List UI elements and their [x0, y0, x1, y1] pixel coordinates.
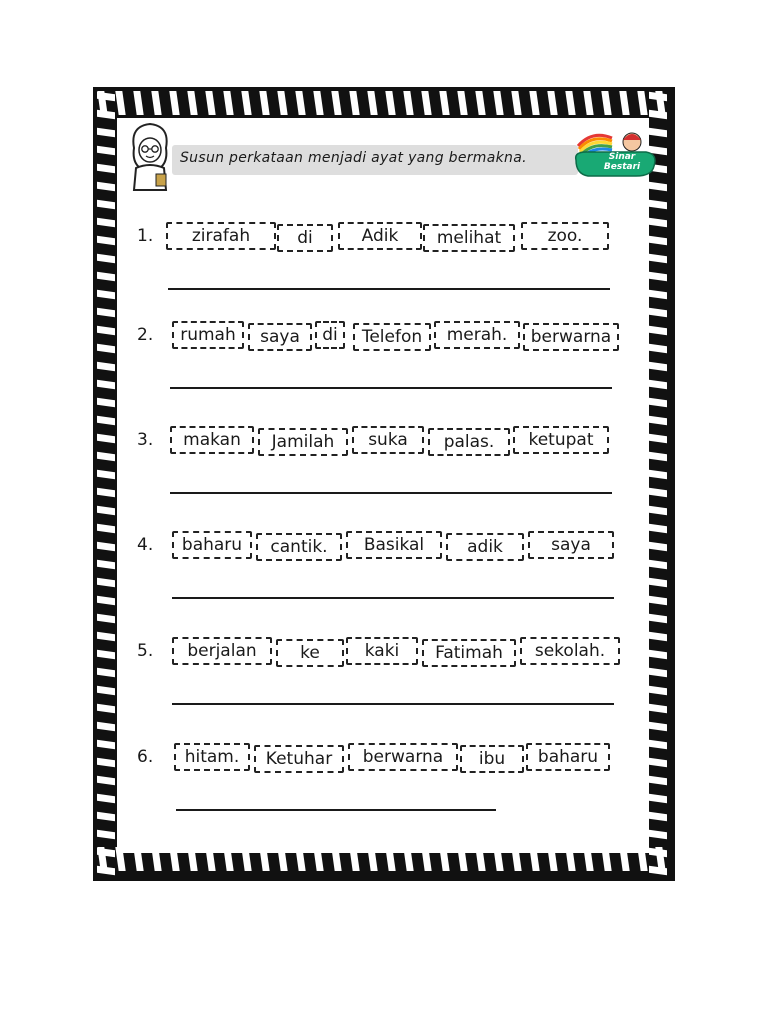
word-card[interactable]: saya — [528, 531, 614, 559]
logo-text: Sinar Bestari — [603, 152, 641, 172]
border-stripe — [367, 91, 377, 115]
word-card[interactable]: ke — [276, 639, 344, 667]
border-stripe — [187, 91, 197, 115]
border-stripe — [649, 452, 667, 462]
border-stripe — [565, 91, 575, 115]
border-stripe — [649, 326, 667, 336]
word-card[interactable]: zoo. — [521, 222, 609, 250]
border-stripe — [97, 758, 115, 768]
word-card[interactable]: baharu — [526, 743, 610, 771]
word-card[interactable]: suka — [352, 426, 424, 454]
border-stripe — [97, 218, 115, 228]
border-stripe — [97, 794, 115, 804]
border-stripe — [205, 91, 215, 115]
border-stripe — [97, 254, 115, 264]
border-stripe — [649, 866, 667, 876]
border-stripe — [97, 686, 115, 696]
border-stripe — [97, 722, 115, 732]
border-stripe — [97, 776, 115, 786]
border-stripe — [493, 91, 503, 115]
word-card[interactable]: makan — [170, 426, 254, 454]
word-card[interactable]: cantik. — [256, 533, 342, 561]
border-stripe — [97, 128, 115, 138]
word-card[interactable]: merah. — [434, 321, 520, 349]
border-stripe — [97, 308, 115, 318]
border-stripe — [649, 218, 667, 228]
border-stripe — [649, 470, 667, 480]
border-stripe — [97, 434, 115, 444]
border-stripe — [277, 91, 287, 115]
word-card[interactable]: saya — [248, 323, 312, 351]
border-stripe — [649, 236, 667, 246]
word-card[interactable]: Ketuhar — [254, 745, 344, 773]
border-stripe — [97, 704, 115, 714]
border-stripe — [649, 740, 667, 750]
border-stripe — [649, 398, 667, 408]
border-stripe — [649, 722, 667, 732]
border-stripe — [649, 686, 667, 696]
border-stripe — [649, 758, 667, 768]
border-stripe — [583, 91, 593, 115]
word-card[interactable]: berwarna — [523, 323, 619, 351]
border-stripe — [97, 866, 115, 876]
border-stripe — [619, 91, 629, 115]
border-stripe — [97, 200, 115, 210]
border-stripe — [649, 848, 667, 858]
border-stripe — [649, 380, 667, 390]
word-card[interactable]: berjalan — [172, 637, 272, 665]
word-card[interactable]: sekolah. — [520, 637, 620, 665]
border-stripe — [649, 200, 667, 210]
border-stripe — [97, 344, 115, 354]
word-card[interactable]: zirafah — [166, 222, 276, 250]
border-stripe — [97, 488, 115, 498]
border-stripe — [529, 91, 539, 115]
border-stripe — [649, 92, 667, 102]
border-stripe — [649, 110, 667, 120]
question-number: 6. — [137, 747, 154, 767]
border-stripe — [649, 578, 667, 588]
border-stripe — [295, 91, 305, 115]
answer-line[interactable] — [176, 809, 496, 811]
word-card[interactable]: kaki — [346, 637, 418, 665]
border-stripe — [97, 398, 115, 408]
question-number: 5. — [137, 641, 154, 661]
answer-line[interactable] — [170, 492, 612, 494]
question-number: 3. — [137, 430, 154, 450]
word-card[interactable]: ketupat — [513, 426, 609, 454]
border-stripe — [547, 91, 557, 115]
border-stripe — [97, 812, 115, 822]
border-stripe — [97, 470, 115, 480]
border-stripe — [475, 91, 485, 115]
border-stripe — [97, 92, 115, 102]
border-stripe — [649, 560, 667, 570]
border-stripe — [97, 380, 115, 390]
teacher-mascot-icon — [120, 118, 180, 196]
border-stripe — [97, 362, 115, 372]
answer-line[interactable] — [172, 597, 614, 599]
border-stripe — [649, 434, 667, 444]
border-stripe — [649, 416, 667, 426]
border-stripe — [97, 452, 115, 462]
border-stripe — [151, 91, 161, 115]
border-stripe — [649, 704, 667, 714]
border-stripe — [241, 91, 251, 115]
border-stripe — [511, 91, 521, 115]
border-stripe — [97, 164, 115, 174]
border-stripe — [97, 326, 115, 336]
border-stripe — [313, 91, 323, 115]
border-stripe — [649, 812, 667, 822]
border-stripe — [331, 91, 341, 115]
border-stripe — [649, 596, 667, 606]
border-stripe — [133, 91, 143, 115]
border-stripe — [403, 91, 413, 115]
border-stripe — [457, 91, 467, 115]
border-stripe — [649, 650, 667, 660]
border-stripe — [649, 524, 667, 534]
word-card[interactable]: rumah — [172, 321, 244, 349]
border-stripe — [97, 146, 115, 156]
border-stripe — [97, 560, 115, 570]
border-stripe — [649, 344, 667, 354]
answer-line[interactable] — [168, 288, 610, 290]
border-stripe — [649, 542, 667, 552]
word-card[interactable]: Fatimah — [422, 639, 516, 667]
border-stripe — [259, 91, 269, 115]
border-stripe — [97, 578, 115, 588]
word-card[interactable]: palas. — [428, 428, 510, 456]
question-number: 1. — [137, 226, 154, 246]
word-card[interactable]: Jamilah — [258, 428, 348, 456]
border-stripe — [649, 830, 667, 840]
border-stripe — [97, 848, 115, 858]
border-stripe — [97, 182, 115, 192]
border-stripe — [649, 272, 667, 282]
word-card[interactable]: di — [315, 321, 345, 349]
border-stripe — [421, 91, 431, 115]
border-stripe — [649, 308, 667, 318]
border-stripe — [97, 650, 115, 660]
border-stripe — [649, 794, 667, 804]
answer-line[interactable] — [170, 387, 612, 389]
border-stripe — [97, 830, 115, 840]
word-card[interactable]: di — [277, 224, 333, 252]
word-card[interactable]: ibu — [460, 745, 524, 773]
border-stripe — [97, 614, 115, 624]
border-stripe — [649, 182, 667, 192]
border-stripe — [649, 776, 667, 786]
border-stripe — [97, 524, 115, 534]
border-stripe — [97, 416, 115, 426]
question-number: 2. — [137, 325, 154, 345]
border-stripe — [97, 290, 115, 300]
border-stripe — [349, 91, 359, 115]
border-stripe — [97, 596, 115, 606]
border-stripe — [649, 290, 667, 300]
border-stripe — [97, 110, 115, 120]
word-card[interactable]: hitam. — [174, 743, 250, 771]
border-stripe — [97, 272, 115, 282]
border-stripe — [97, 506, 115, 516]
border-stripe — [649, 668, 667, 678]
border-stripe — [97, 740, 115, 750]
answer-line[interactable] — [172, 703, 614, 705]
border-stripe — [97, 668, 115, 678]
border-stripe — [649, 362, 667, 372]
border-stripe — [97, 542, 115, 552]
border-stripe — [649, 632, 667, 642]
border-stripe — [649, 506, 667, 516]
word-card[interactable]: adik — [446, 533, 524, 561]
border-stripe — [601, 91, 611, 115]
border-stripe — [97, 632, 115, 642]
question-number: 4. — [137, 535, 154, 555]
border-stripe — [97, 236, 115, 246]
border-stripe — [649, 488, 667, 498]
word-card[interactable]: Adik — [338, 222, 422, 250]
border-stripe — [223, 91, 233, 115]
word-card[interactable]: baharu — [172, 531, 252, 559]
word-card[interactable]: berwarna — [348, 743, 458, 771]
border-stripe — [439, 91, 449, 115]
word-card[interactable]: melihat — [423, 224, 515, 252]
border-stripe — [649, 254, 667, 264]
instruction-text: Susun perkataan menjadi ayat yang bermakna. — [180, 150, 527, 166]
border-stripes-right — [645, 87, 675, 881]
border-stripe — [169, 91, 179, 115]
word-card[interactable]: Telefon — [353, 323, 431, 351]
border-stripe — [649, 614, 667, 624]
word-card[interactable]: Basikal — [346, 531, 442, 559]
border-stripe — [385, 91, 395, 115]
